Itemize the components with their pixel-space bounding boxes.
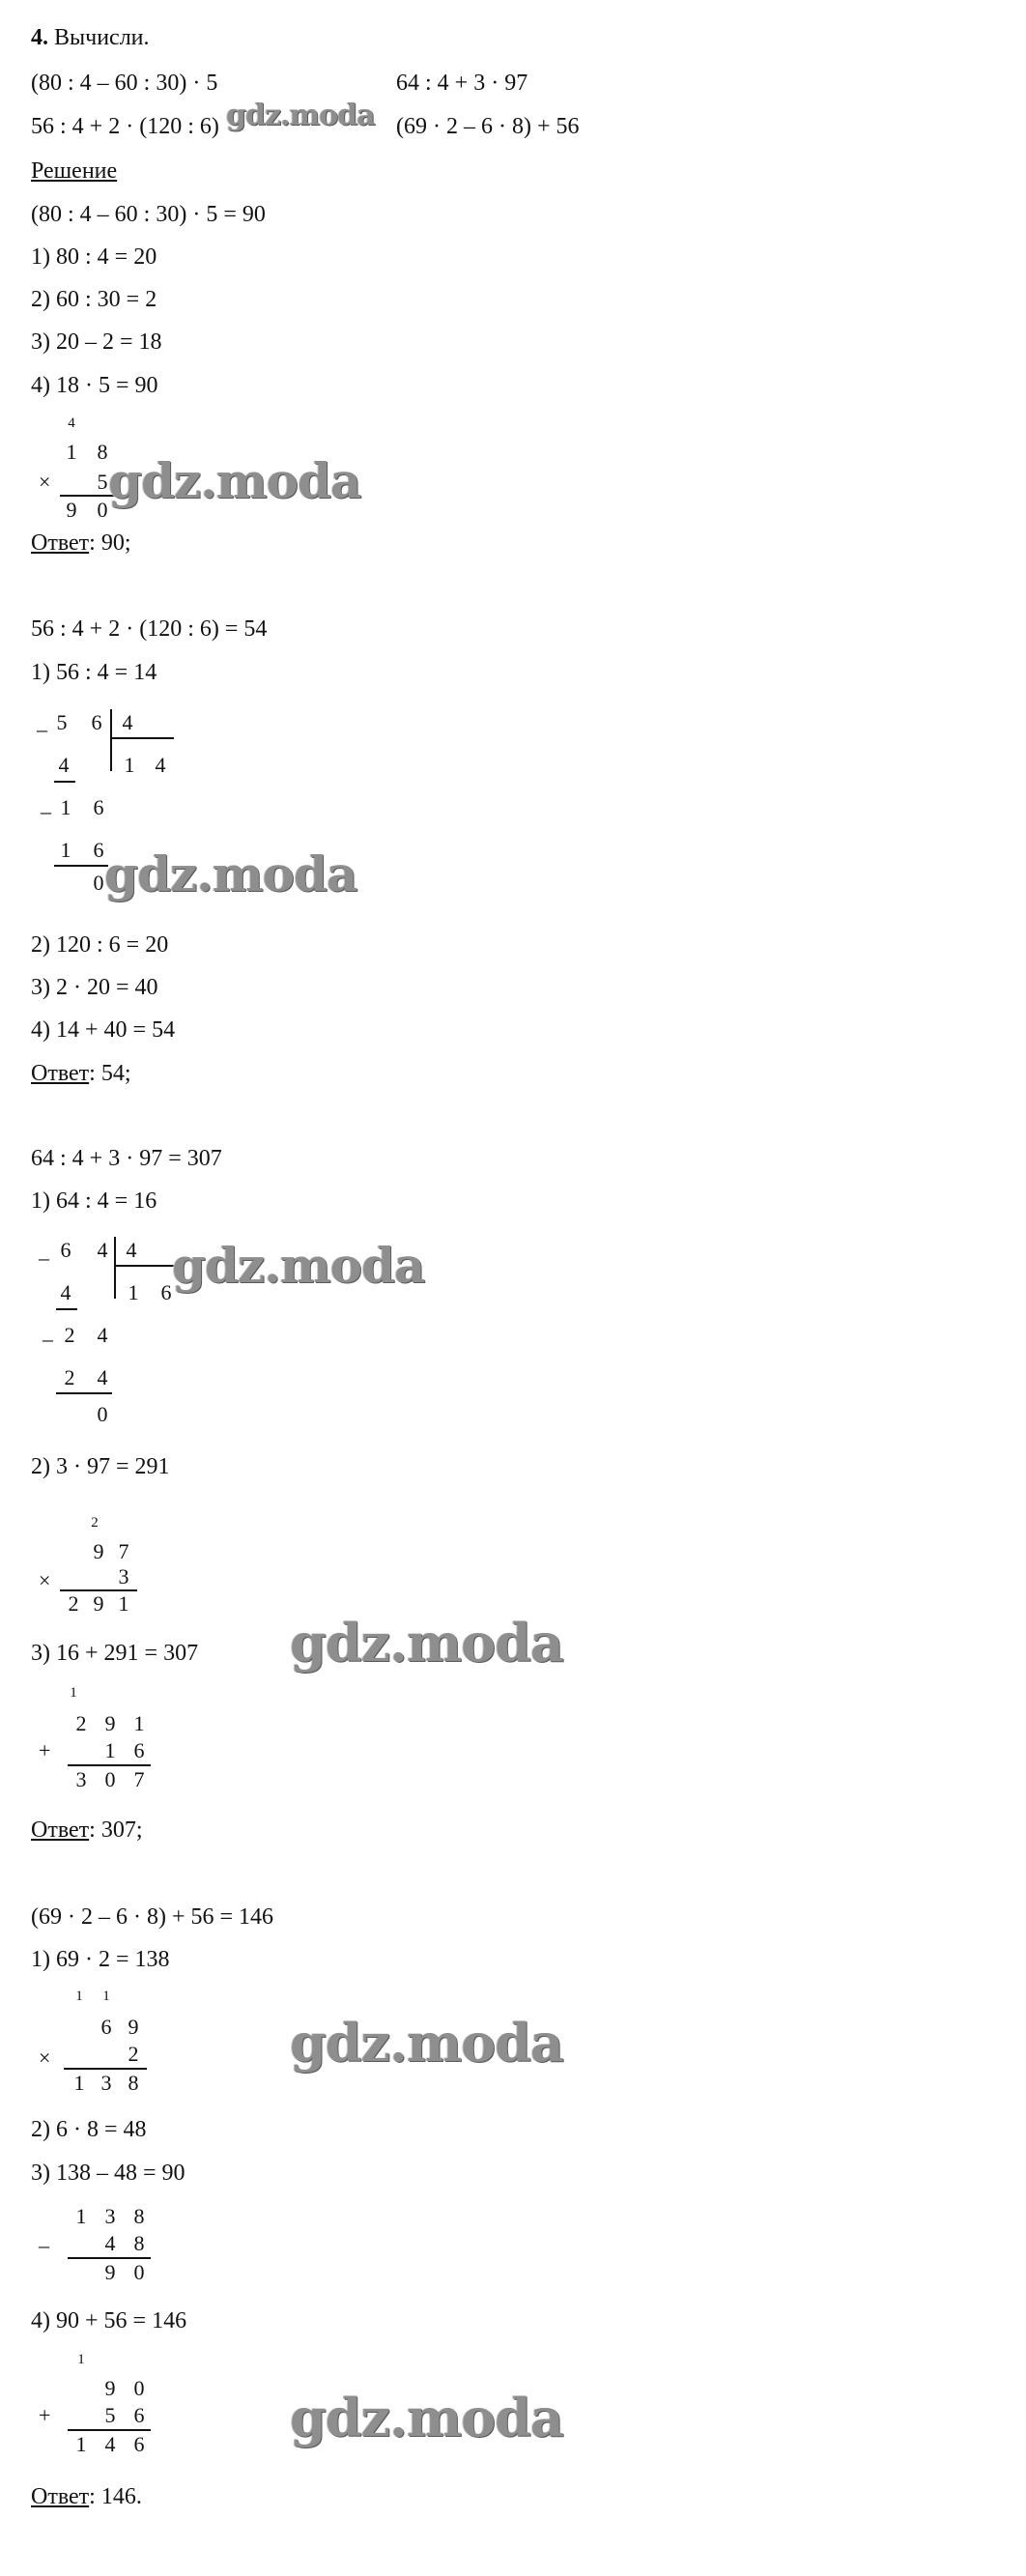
digit: 4	[58, 753, 70, 777]
digit: 3	[75, 1767, 87, 1791]
digit: 9	[93, 1591, 104, 1616]
plus-sign: +	[39, 1738, 51, 1762]
digit: 9	[66, 498, 77, 522]
answer-value: : 90;	[89, 530, 131, 556]
digit: 0	[93, 871, 104, 895]
step-line: 1) 56 : 4 = 14	[31, 660, 157, 685]
step-line: 2) 120 : 6 = 20	[31, 932, 169, 958]
step-line: 1) 64 : 4 = 16	[31, 1188, 157, 1214]
digit: 4	[155, 753, 166, 777]
digit: 2	[75, 1711, 87, 1735]
solution-label: Решение	[31, 158, 118, 184]
digit: 6	[93, 838, 104, 862]
digit: 1	[60, 795, 71, 819]
watermark: gdz.moda	[226, 99, 375, 132]
answer-label: Ответ	[31, 1818, 90, 1843]
digit: 1	[73, 2071, 85, 2095]
carry-digit: 2	[91, 1515, 99, 1531]
minus-sign: –	[43, 1327, 53, 1351]
digit: 6	[133, 2432, 145, 2456]
carry-digit: 4	[68, 415, 75, 431]
digit: 0	[97, 1402, 108, 1426]
digit: 4	[60, 1280, 71, 1304]
digit: 1	[124, 753, 135, 777]
step-line: 3) 16 + 291 = 307	[31, 1641, 199, 1666]
digit: 4	[97, 1365, 108, 1389]
carry-digit: 1	[70, 1685, 77, 1701]
answer-value: : 54;	[89, 1061, 131, 1086]
step-line: 1) 80 : 4 = 20	[31, 244, 157, 270]
block-equation: 64 : 4 + 3 · 97 = 307	[31, 1146, 222, 1171]
digit: 6	[133, 1738, 145, 1762]
digit: 5	[56, 710, 68, 734]
result-line	[68, 2257, 151, 2259]
digit: 8	[133, 2231, 145, 2255]
step-line: 4) 90 + 56 = 146	[31, 2308, 187, 2333]
digit: 8	[97, 440, 108, 464]
step-line: 1) 69 · 2 = 138	[31, 1947, 170, 1972]
answer-line	[31, 1060, 131, 1087]
watermark: gdz.moda	[290, 1612, 563, 1674]
digit: 4	[104, 2432, 116, 2456]
minus-sign: –	[37, 717, 47, 741]
watermark: gdz.moda	[290, 2012, 563, 2074]
step-line: 2) 3 · 97 = 291	[31, 1454, 170, 1479]
step-line: 4) 14 + 40 = 54	[31, 1017, 176, 1043]
carry-digit: 1	[75, 1989, 83, 2004]
step-line: 3) 2 · 20 = 40	[31, 975, 158, 1000]
task-header	[31, 24, 150, 51]
digit: 9	[104, 2376, 116, 2400]
answer-value: : 146.	[89, 2484, 142, 2509]
subtraction-line	[54, 781, 75, 783]
answer-label: Ответ	[31, 530, 90, 556]
divisor: 4	[122, 710, 133, 734]
division-bar	[114, 1237, 116, 1299]
answer-label: Ответ	[31, 2484, 90, 2509]
digit: 4	[104, 2231, 116, 2255]
digit: 5	[104, 2403, 116, 2427]
digit: 9	[93, 1539, 104, 1563]
task-number: 4.	[31, 25, 48, 50]
answer-label: Ответ	[31, 1061, 90, 1086]
digit: 1	[128, 1280, 139, 1304]
answer-value: : 307;	[89, 1818, 143, 1843]
divisor-line	[112, 737, 174, 739]
digit: 0	[97, 498, 108, 522]
digit: 6	[100, 2015, 112, 2039]
answer-line	[31, 530, 131, 557]
digit: 6	[60, 1238, 71, 1262]
digit: 9	[128, 2015, 139, 2039]
step-line: 3) 20 – 2 = 18	[31, 329, 162, 355]
digit: 5	[97, 470, 108, 494]
digit: 0	[104, 1767, 116, 1791]
block-equation: (69 · 2 – 6 · 8) + 56 = 146	[31, 1904, 274, 1930]
minus-sign: –	[41, 799, 51, 823]
task-expression: (80 : 4 – 60 : 30) · 5	[31, 71, 218, 96]
multiply-sign: ×	[39, 2046, 51, 2070]
digit: 2	[64, 1365, 75, 1389]
digit: 4	[97, 1238, 108, 1262]
digit: 0	[133, 2260, 145, 2284]
digit: 9	[104, 1711, 116, 1735]
minus-sign: –	[39, 1245, 49, 1270]
digit: 6	[93, 795, 104, 819]
digit: 7	[118, 1539, 129, 1563]
result-line	[68, 1764, 151, 1766]
block-equation: (80 : 4 – 60 : 30) · 5 = 90	[31, 202, 266, 227]
digit: 2	[64, 1323, 75, 1347]
task-expression: (69 · 2 – 6 · 8) + 56	[396, 114, 580, 139]
digit: 1	[75, 2204, 87, 2228]
digit: 1	[66, 440, 77, 464]
carry-digit: 1	[102, 1989, 110, 2004]
task-expression: 64 : 4 + 3 · 97	[396, 71, 528, 96]
digit: 3	[100, 2071, 112, 2095]
step-line: 2) 60 : 30 = 2	[31, 287, 157, 312]
task-title: Вычисли.	[54, 25, 150, 50]
minus-sign: –	[39, 2233, 49, 2257]
watermark: gdz.moda	[290, 2387, 563, 2448]
digit: 6	[91, 710, 102, 734]
digit: 1	[60, 838, 71, 862]
division-bar	[110, 709, 112, 771]
step-line: 4) 18 · 5 = 90	[31, 373, 158, 398]
digit: 3	[104, 2204, 116, 2228]
watermark: gdz.moda	[108, 452, 361, 509]
watermark: gdz.moda	[172, 1237, 425, 1294]
digit: 8	[128, 2071, 139, 2095]
result-line	[68, 2429, 151, 2431]
watermark: gdz.moda	[104, 845, 357, 902]
answer-line	[31, 2483, 142, 2510]
plus-sign: +	[39, 2403, 51, 2427]
digit: 1	[133, 1711, 145, 1735]
digit: 1	[104, 1738, 116, 1762]
digit: 9	[104, 2260, 116, 2284]
digit: 8	[133, 2204, 145, 2228]
block-equation: 56 : 4 + 2 · (120 : 6) = 54	[31, 616, 268, 642]
digit: 3	[118, 1564, 129, 1589]
divisor: 4	[126, 1238, 137, 1262]
digit: 6	[160, 1280, 172, 1304]
subtraction-line	[56, 1392, 112, 1394]
carry-digit: 1	[77, 2352, 85, 2367]
subtraction-line	[56, 1308, 77, 1310]
divisor-line	[116, 1265, 174, 1267]
multiply-sign: ×	[39, 470, 51, 494]
digit: 4	[97, 1323, 108, 1347]
digit: 7	[133, 1767, 145, 1791]
step-line: 3) 138 – 48 = 90	[31, 2161, 185, 2186]
multiply-sign: ×	[39, 1568, 51, 1592]
result-line	[64, 2068, 147, 2070]
subtraction-line	[54, 865, 108, 867]
task-expression: 56 : 4 + 2 · (120 : 6)	[31, 114, 219, 139]
step-line: 2) 6 · 8 = 48	[31, 2117, 147, 2142]
digit: 1	[75, 2432, 87, 2456]
digit: 1	[118, 1591, 129, 1616]
digit: 0	[133, 2376, 145, 2400]
digit: 2	[128, 2042, 139, 2066]
answer-line	[31, 1817, 143, 1844]
digit: 2	[68, 1591, 79, 1616]
digit: 6	[133, 2403, 145, 2427]
